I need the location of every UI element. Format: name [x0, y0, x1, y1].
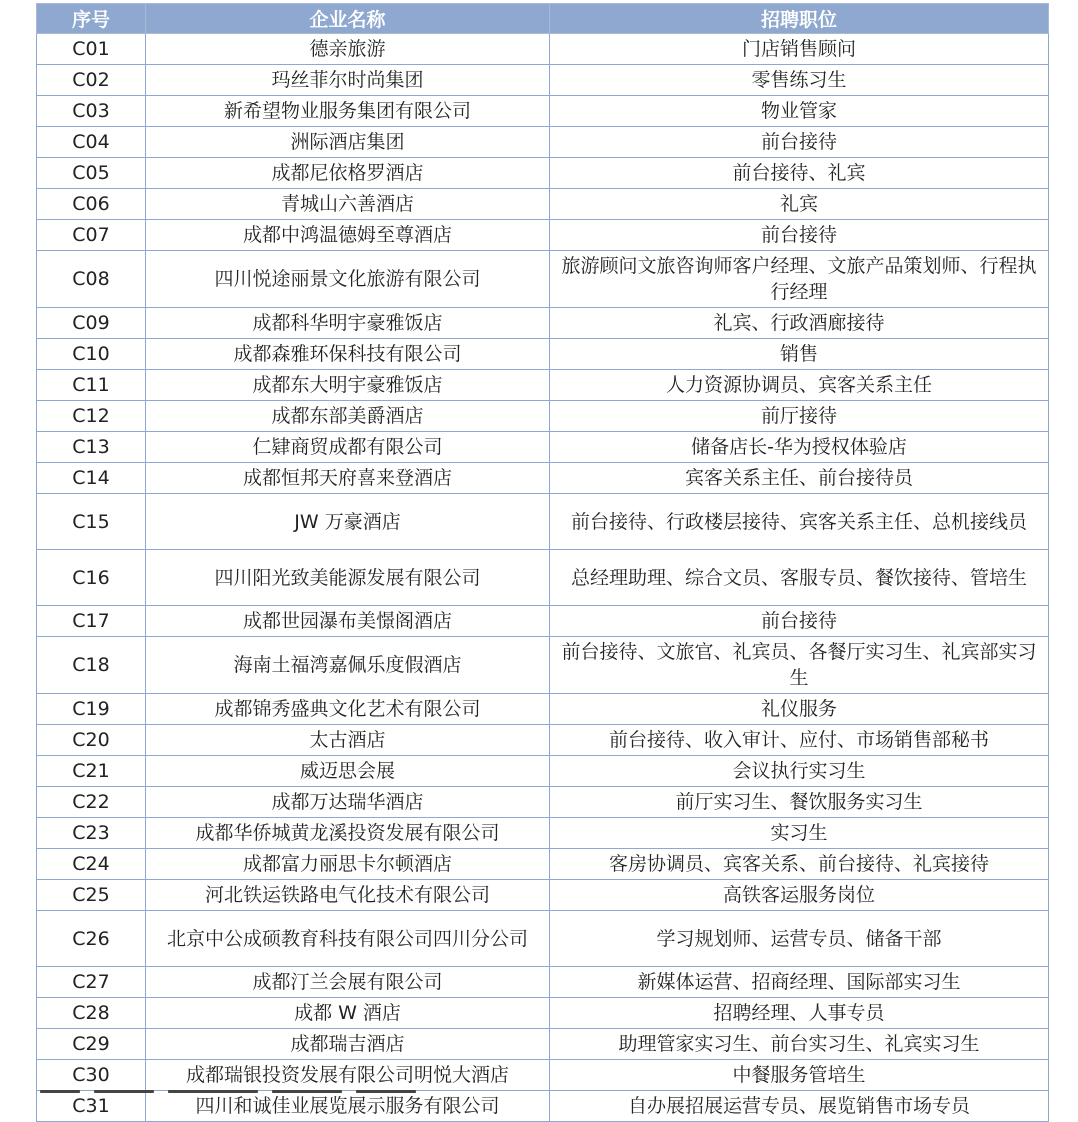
table-row	[37, 998, 1049, 1029]
cell-id: C26	[37, 911, 146, 967]
cell-company: 德亲旅游	[146, 34, 550, 65]
cell-positions: 招聘经理、人事专员	[550, 998, 1049, 1029]
cell-company: 洲际酒店集团	[146, 127, 550, 158]
table-row	[37, 725, 1049, 756]
cell-id: C14	[37, 463, 146, 494]
table-row	[37, 158, 1049, 189]
cell-id: C08	[37, 251, 146, 308]
table-row	[37, 189, 1049, 220]
cell-positions: 礼仪服务	[550, 694, 1049, 725]
table-row	[37, 637, 1049, 694]
cell-positions: 前台接待、文旅官、礼宾员、各餐厅实习生、礼宾部实习生	[550, 637, 1049, 694]
cell-id: C23	[37, 818, 146, 849]
cell-company: 成都瑞吉酒店	[146, 1029, 550, 1060]
cell-positions: 物业管家	[550, 96, 1049, 127]
table-row	[37, 911, 1049, 967]
cell-positions: 前厅接待	[550, 401, 1049, 432]
cell-positions: 销售	[550, 339, 1049, 370]
cell-company: 海南土福湾嘉佩乐度假酒店	[146, 637, 550, 694]
cell-id: C28	[37, 998, 146, 1029]
table-row	[37, 967, 1049, 998]
cell-company: 四川和诚佳业展览展示服务有限公司	[146, 1091, 550, 1122]
cell-id: C01	[37, 34, 146, 65]
table-row	[37, 65, 1049, 96]
cell-company: 成都世园瀑布美憬阁酒店	[146, 606, 550, 637]
cell-positions: 前厅实习生、餐饮服务实习生	[550, 787, 1049, 818]
cell-id: C24	[37, 849, 146, 880]
cell-id: C22	[37, 787, 146, 818]
cell-id: C20	[37, 725, 146, 756]
table-row	[37, 401, 1049, 432]
cell-id: C17	[37, 606, 146, 637]
cell-company: 四川阳光致美能源发展有限公司	[146, 550, 550, 606]
cell-positions: 高铁客运服务岗位	[550, 880, 1049, 911]
table-row	[37, 756, 1049, 787]
table-row	[37, 370, 1049, 401]
cell-company: 成都汀兰会展有限公司	[146, 967, 550, 998]
table-row	[37, 550, 1049, 606]
cell-company: 成都森雅环保科技有限公司	[146, 339, 550, 370]
cell-id: C25	[37, 880, 146, 911]
header-company: 企业名称	[146, 4, 550, 34]
cell-id: C12	[37, 401, 146, 432]
cell-id: C13	[37, 432, 146, 463]
table-row	[37, 787, 1049, 818]
cell-company: 仁肄商贸成都有限公司	[146, 432, 550, 463]
table-row	[37, 463, 1049, 494]
cell-positions: 前台接待	[550, 127, 1049, 158]
cell-company: 太古酒店	[146, 725, 550, 756]
table-row	[37, 880, 1049, 911]
table-row	[37, 694, 1049, 725]
cell-company: 青城山六善酒店	[146, 189, 550, 220]
cell-id: C06	[37, 189, 146, 220]
cell-id: C19	[37, 694, 146, 725]
table-body	[37, 34, 1049, 1122]
table-row	[37, 339, 1049, 370]
cell-id: C07	[37, 220, 146, 251]
cell-company: 河北铁运铁路电气化技术有限公司	[146, 880, 550, 911]
cell-positions: 门店销售顾问	[550, 34, 1049, 65]
table-row	[37, 96, 1049, 127]
cell-positions: 宾客关系主任、前台接待员	[550, 463, 1049, 494]
cell-positions: 学习规划师、运营专员、储备干部	[550, 911, 1049, 967]
cell-positions: 前台接待	[550, 606, 1049, 637]
cell-positions: 前台接待	[550, 220, 1049, 251]
table-row	[37, 127, 1049, 158]
cell-positions: 会议执行实习生	[550, 756, 1049, 787]
table-row	[37, 849, 1049, 880]
cell-id: C18	[37, 637, 146, 694]
table-row	[37, 308, 1049, 339]
cell-id: C31	[37, 1091, 146, 1122]
cell-positions: 旅游顾问文旅咨询师客户经理、文旅产品策划师、行程执行经理	[550, 251, 1049, 308]
cell-positions: 礼宾、行政酒廊接待	[550, 308, 1049, 339]
cell-company: 成都富力丽思卡尔顿酒店	[146, 849, 550, 880]
cell-company: 成都尼依格罗酒店	[146, 158, 550, 189]
table-row	[37, 220, 1049, 251]
cell-company: 成都科华明宇豪雅饭店	[146, 308, 550, 339]
cell-id: C15	[37, 494, 146, 550]
cell-company: 成都 W 酒店	[146, 998, 550, 1029]
table-header-row	[37, 4, 1049, 34]
cell-positions: 零售练习生	[550, 65, 1049, 96]
table-row	[37, 1029, 1049, 1060]
cell-id: C16	[37, 550, 146, 606]
recruitment-table	[36, 3, 1049, 1122]
table-row	[37, 34, 1049, 65]
cell-positions: 人力资源协调员、宾客关系主任	[550, 370, 1049, 401]
cell-company: 威迈思会展	[146, 756, 550, 787]
cell-positions: 自办展招展运营专员、展览销售市场专员	[550, 1091, 1049, 1122]
cell-positions: 储备店长-华为授权体验店	[550, 432, 1049, 463]
cell-company: 成都万达瑞华酒店	[146, 787, 550, 818]
header-positions: 招聘职位	[550, 4, 1049, 34]
cell-company: 四川悦途丽景文化旅游有限公司	[146, 251, 550, 308]
cell-company: 成都华侨城黄龙溪投资发展有限公司	[146, 818, 550, 849]
cell-positions: 前台接待、礼宾	[550, 158, 1049, 189]
cell-company: 成都瑞银投资发展有限公司明悦大酒店	[146, 1060, 550, 1091]
cell-positions: 礼宾	[550, 189, 1049, 220]
cell-positions: 客房协调员、宾客关系、前台接待、礼宾接待	[550, 849, 1049, 880]
cell-positions: 新媒体运营、招商经理、国际部实习生	[550, 967, 1049, 998]
cropped-footnote	[40, 1090, 460, 1096]
cell-id: C09	[37, 308, 146, 339]
cell-company: 成都锦秀盛典文化艺术有限公司	[146, 694, 550, 725]
cell-company: 成都中鸿温德姆至尊酒店	[146, 220, 550, 251]
cell-id: C30	[37, 1060, 146, 1091]
cell-positions: 前台接待、行政楼层接待、宾客关系主任、总机接线员	[550, 494, 1049, 550]
cell-id: C27	[37, 967, 146, 998]
cell-positions: 前台接待、收入审计、应付、市场销售部秘书	[550, 725, 1049, 756]
cell-id: C05	[37, 158, 146, 189]
table-row	[37, 606, 1049, 637]
cell-id: C29	[37, 1029, 146, 1060]
cell-positions: 助理管家实习生、前台实习生、礼宾实习生	[550, 1029, 1049, 1060]
table-row	[37, 432, 1049, 463]
cell-company: 成都恒邦天府喜来登酒店	[146, 463, 550, 494]
cell-company: 玛丝菲尔时尚集团	[146, 65, 550, 96]
table-row	[37, 1060, 1049, 1091]
cell-id: C10	[37, 339, 146, 370]
cell-company: JW 万豪酒店	[146, 494, 550, 550]
cell-positions: 中餐服务管培生	[550, 1060, 1049, 1091]
cell-company: 成都东大明宇豪雅饭店	[146, 370, 550, 401]
table-row	[37, 818, 1049, 849]
cell-id: C21	[37, 756, 146, 787]
header-id: 序号	[37, 4, 146, 34]
cell-id: C02	[37, 65, 146, 96]
table-row	[37, 494, 1049, 550]
cell-company: 北京中公成硕教育科技有限公司四川分公司	[146, 911, 550, 967]
cell-company: 成都东部美爵酒店	[146, 401, 550, 432]
table-row	[37, 251, 1049, 308]
cell-positions: 总经理助理、综合文员、客服专员、餐饮接待、管培生	[550, 550, 1049, 606]
cell-id: C11	[37, 370, 146, 401]
cell-company: 新希望物业服务集团有限公司	[146, 96, 550, 127]
cell-id: C03	[37, 96, 146, 127]
cell-id: C04	[37, 127, 146, 158]
cell-positions: 实习生	[550, 818, 1049, 849]
